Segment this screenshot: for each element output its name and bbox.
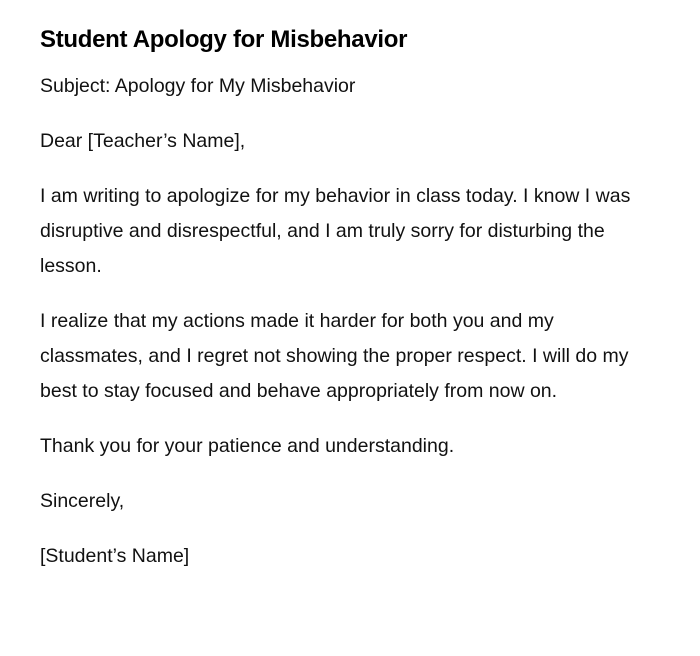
signature: [Student’s Name] [40,545,190,567]
body-paragraph: I realize that my actions made it harder for both you and my classmates, and I regret not showing the proper respect. I will do my best to stay focused and behave appropriately from now on. [40,310,629,402]
closing: Sincerely, [40,490,125,512]
body-paragraph: I am writing to apologize for my behavior in class today. I know I was disruptive and disrespectful, and I am truly sorry for disturbing the lesson. [40,185,631,277]
document-title: Student Apology for Misbehavior [40,26,408,53]
subject-line: Subject: Apology for My Misbehavior [40,75,356,97]
greeting: Dear [Teacher’s Name], [40,130,246,152]
body-paragraph: Thank you for your patience and understanding. [40,435,455,457]
